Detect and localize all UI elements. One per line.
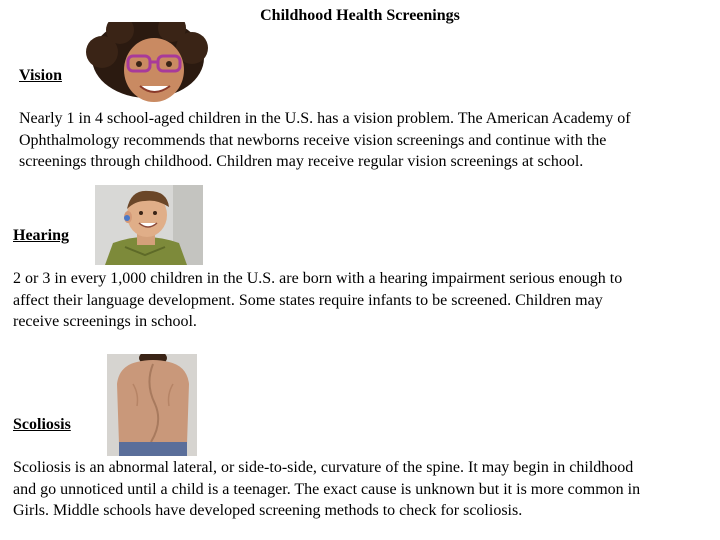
vision-photo bbox=[80, 22, 210, 104]
vision-line-3: screenings through childhood. Children may receive regular vision screenings at school. bbox=[19, 153, 584, 170]
vision-line-2: Ophthalmology recommends that newborns receive vision screenings and continue with the bbox=[19, 131, 607, 149]
hearing-line-3: receive screenings in school. bbox=[13, 313, 197, 330]
page-title: Childhood Health Screenings bbox=[260, 7, 460, 24]
vision-heading: Vision bbox=[19, 67, 62, 84]
scoliosis-line-1: Scoliosis is an abnormal lateral, or side-to-side, curvature of the spine. It may begin in childhood bbox=[13, 459, 634, 476]
scoliosis-line-2: and go unnoticed until a child is a teenager. The exact cause is unknown but it is more common in bbox=[13, 480, 641, 498]
hearing-photo bbox=[95, 185, 203, 265]
hearing-heading: Hearing bbox=[13, 227, 69, 244]
vision-line-1: Nearly 1 in 4 school-aged children in the U.S. has a vision problem. The American Academy of bbox=[19, 110, 631, 127]
scoliosis-photo bbox=[107, 354, 197, 456]
scoliosis-line-3: Girls. Middle schools have developed screening methods to check for scoliosis. bbox=[13, 502, 523, 519]
hearing-line-1: 2 or 3 in every 1,000 children in the U.S. are born with a hearing impairment serious enough to bbox=[13, 270, 623, 287]
hearing-line-2: affect their language development. Some states require infants to be screened. Children may bbox=[13, 291, 603, 309]
scoliosis-heading: Scoliosis bbox=[13, 416, 71, 433]
